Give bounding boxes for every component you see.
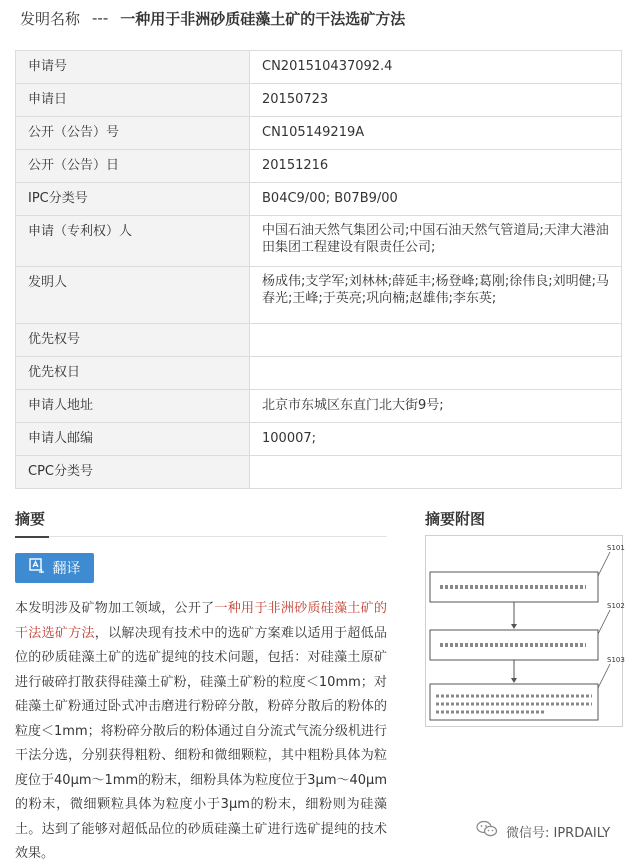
field-value: B04C9/00; B07B9/00 xyxy=(250,183,622,216)
field-value: 北京市东城区东直门北大街9号; xyxy=(250,390,622,423)
page-title: 一种用于非洲砂质硅藻土矿的干法选矿方法 xyxy=(120,9,406,28)
field-value: 100007; xyxy=(250,423,622,456)
table-row xyxy=(16,216,622,267)
table-row xyxy=(16,390,622,423)
figure-title: 摘要附图 xyxy=(425,510,486,528)
field-value xyxy=(250,357,622,390)
abstract-highlight[interactable]: 一种用于非洲砂质硅藻土矿的干法选矿方法 xyxy=(15,601,387,641)
step-label: S102 xyxy=(607,602,625,610)
field-label: 申请号 xyxy=(16,51,250,84)
field-value: CN105149219A xyxy=(250,117,622,150)
table-row xyxy=(16,84,622,117)
field-value xyxy=(250,324,622,357)
flowchart-figure xyxy=(426,536,625,726)
patent-info-table xyxy=(15,50,622,489)
field-label: 申请人地址 xyxy=(16,390,250,423)
heading-underline xyxy=(15,536,49,538)
abstract-figure[interactable] xyxy=(425,535,623,727)
table-row xyxy=(16,51,622,84)
field-label: 优先权号 xyxy=(16,324,250,357)
field-value xyxy=(250,456,622,489)
abstract-text xyxy=(15,597,387,867)
translate-label: 翻译 xyxy=(52,561,81,577)
step-label: S101 xyxy=(607,544,625,552)
table-row xyxy=(16,456,622,489)
field-value: 杨成伟;支学军;刘林林;薛延丰;杨登峰;葛刚;徐伟良;刘明健;马春光;王峰;于英亮;巩向楠;赵雄伟;李东英; xyxy=(250,267,622,324)
title-separator: --- xyxy=(92,9,109,27)
table-row xyxy=(16,324,622,357)
field-label: CPC分类号 xyxy=(16,456,250,489)
translate-icon xyxy=(29,558,45,578)
translate-button[interactable] xyxy=(15,553,94,583)
field-label: 公开（公告）日 xyxy=(16,150,250,183)
title-bar xyxy=(0,0,640,36)
abstract-text-end: ，以解决现有技术中的选矿方案难以适用于超低品位的砂质硅藻土矿的选矿提纯的技术问题，包括：对硅藻土原矿进行破碎打散获得硅藻土矿粉，硅藻土矿粉的粒度＜10mm；对硅藻土矿粉通过卧式冲击磨进行粉碎分散，粉碎分散后的粉体的粒度＜1mm；将粉碎分散后的粉体通过自分流式气流分级机进行干法分选，分别获得粗粉、细粉和微细颗粒，其中粗粉具体为粒度位于40μm～1mm的粉末，细粉具体为粒度位于3μm～40μm的粉末，微细颗粒具体为粒度小于3μm的粉末，细粉则为硅藻土。达到了能够对超低品位的砂质硅藻土矿进行选矿提纯的技术效果。 xyxy=(15,625,387,861)
table-row xyxy=(16,117,622,150)
wechat-watermark xyxy=(476,818,610,844)
field-value: 中国石油天然气集团公司;中国石油天然气管道局;天津大港油田集团工程建设有限责任公司; xyxy=(250,216,622,267)
field-label: 申请人邮编 xyxy=(16,423,250,456)
step-label: S103 xyxy=(607,656,625,664)
abstract-heading xyxy=(15,508,387,537)
abstract-text-start: 本发明涉及矿物加工领域，公开了 xyxy=(15,601,215,616)
watermark-text: 微信号: IPRDAILY xyxy=(506,825,611,841)
table-row xyxy=(16,183,622,216)
field-label: 申请日 xyxy=(16,84,250,117)
figure-heading xyxy=(425,508,623,537)
table-row xyxy=(16,357,622,390)
field-label: IPC分类号 xyxy=(16,183,250,216)
field-label: 公开（公告）号 xyxy=(16,117,250,150)
title-label: 发明名称 xyxy=(20,9,81,28)
abstract-title: 摘要 xyxy=(15,510,46,528)
field-value: 20151216 xyxy=(250,150,622,183)
field-label: 优先权日 xyxy=(16,357,250,390)
wechat-icon xyxy=(476,820,498,842)
field-label: 申请（专利权）人 xyxy=(16,216,250,267)
table-row xyxy=(16,423,622,456)
table-row xyxy=(16,150,622,183)
table-row xyxy=(16,267,622,324)
field-label: 发明人 xyxy=(16,267,250,324)
field-value: CN201510437092.4 xyxy=(250,51,622,84)
field-value: 20150723 xyxy=(250,84,622,117)
